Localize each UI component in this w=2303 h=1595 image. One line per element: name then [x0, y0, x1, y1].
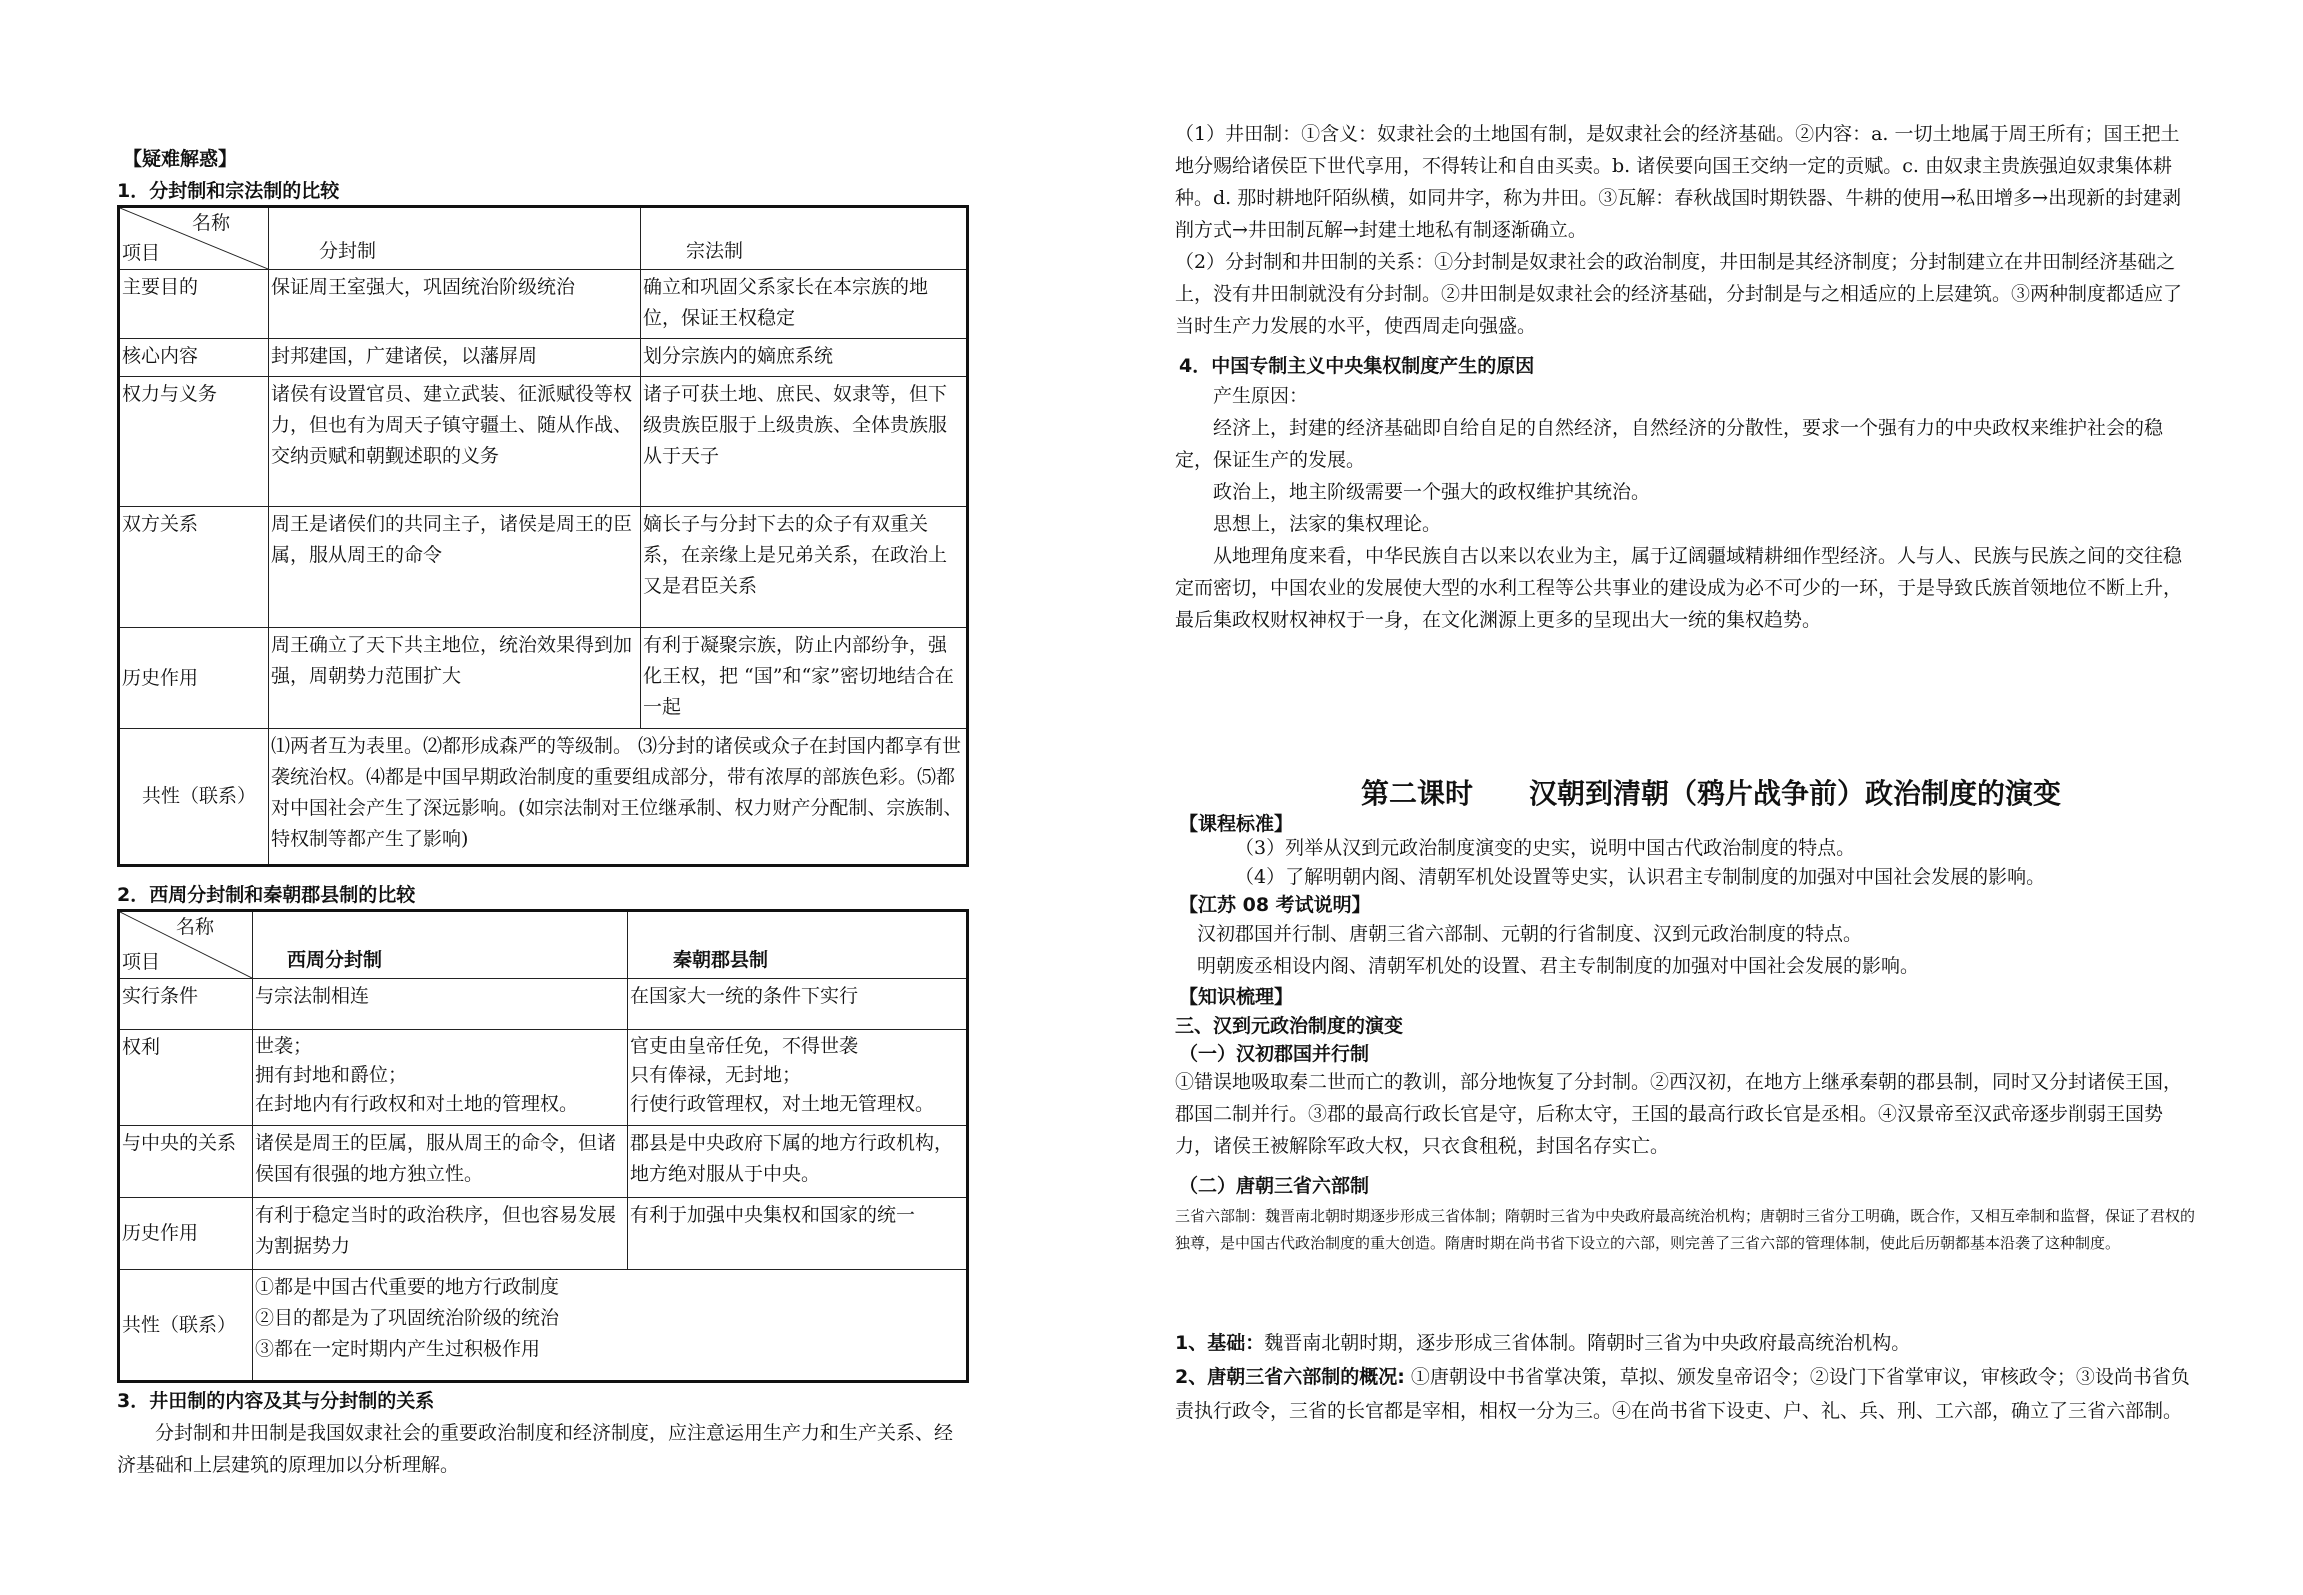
row-label: 权利 [119, 1030, 253, 1126]
paragraph-causes [1175, 380, 2195, 636]
cell-line: 诸侯是周王的臣属，服从周王的命令，但诸侯国有很强的地方独立性。 [255, 1132, 617, 1185]
row-label: 历史作用 [119, 628, 269, 729]
table-row [119, 1030, 968, 1126]
cell-common: ⑴两者互为表里。⑵都形成森严的等级制。 ⑶分封的诸侯或众子在封国内都享有世袭统治权。⑷都是中国早期政治制度的重要组成部分，带有浓厚的部族色彩。⑸都对中国社会产生了深远影响。(如宗法制对王位继承制、权力财产分配制、宗族制、特权制等都产生了影响) [269, 729, 968, 866]
paragraph-text: 分封制和井田制是我国奴隶社会的重要政治制度和经济制度，应注意运用生产力和生产关系、经济基础和上层建筑的原理加以分析理解。 [117, 1422, 954, 1476]
cell-line: 在封地内有行政权和对土地的管理权。 [255, 1093, 579, 1115]
paragraph-text: 三省六部制：魏晋南北朝时期逐步形成三省体制；隋朝时三省为中央政府最高统治机构；唐朝时三省分工明确，既合作，又相互牵制和监督，保证了君权的独尊，是中国古代政治制度的重大创造。隋唐时期在尚书省下设立的六部，则完善了三省六部的管理体制，使此后历朝都基本沿袭了这种制度。 [1175, 1207, 2196, 1252]
row-label: 共性（联系） [119, 1270, 253, 1382]
cell-common [253, 1270, 968, 1382]
paragraph-text: （2）分封制和井田制的关系：①分封制是奴隶社会的政治制度，井田制是其经济制度；分封制建立在井田制经济基础之上，没有井田制就没有分封制。②井田制是奴隶社会的经济基础，分封制是与之相适应的上层建筑。③两种制度都适应了当时生产力发展的水平，使西周走向强盛。 [1175, 251, 2183, 337]
label-course-standard: 【课程标准】 [1179, 813, 1294, 835]
cell-zongfa: 有利于凝聚宗族，防止内部纷争，强化王权，把 “国”和“家”密切地结合在一起 [641, 628, 968, 729]
table-row [119, 1270, 968, 1382]
lesson-title: 第二课时 汉朝到清朝（鸦片战争前）政治制度的演变 [1361, 777, 2062, 810]
cell-qinchao [628, 1030, 968, 1126]
table-row [119, 270, 968, 339]
cell-zongfa: 嫡长子与分封下去的众子有双重关系，在亲缘上是兄弟关系，在政治上又是君臣关系 [641, 507, 968, 628]
standard-item: （3）列举从汉到元政治制度演变的史实，说明中国古代政治制度的特点。 [1235, 837, 1856, 859]
row-label: 共性（联系） [119, 729, 269, 866]
cell-line: 世袭； [255, 1035, 313, 1057]
paragraph-text: ①错误地吸取秦二世而亡的教训，部分地恢复了分封制。②西汉初，在地方上继承秦朝的郡县制，同时又分封诸侯王国，郡国二制并行。③郡的最高行政长官是守，后称太守，王国的最高行政长官是丞相。④汉景帝至汉武帝逐步削弱王国势力，诸侯王被解除军政大权，只衣食租税，封国名存实亡。 [1175, 1071, 2183, 1157]
heading-3: 3．井田制的内容及其与分封制的关系 [117, 1390, 435, 1412]
cell-line: 有利于加强中央集权和国家的统一 [630, 1204, 916, 1226]
cell-line: ②目的都是为了巩固统治阶级的统治 [255, 1307, 560, 1329]
cell-line: ③都在一定时期内产生过积极作用 [255, 1338, 541, 1360]
table-row [119, 339, 968, 377]
paragraph-jingtian [1175, 118, 2195, 342]
cell-qinchao [628, 1198, 968, 1270]
paragraph-han-junguo [1175, 1066, 2195, 1162]
cell-fengjian: 周王确立了天下共主地位，统治效果得到加强，周朝势力范围扩大 [269, 628, 641, 729]
cell-xizhou [253, 1198, 628, 1270]
table-row [119, 377, 968, 507]
table-fengjian-zongfa [117, 205, 969, 867]
point-label: 1、基础： [1175, 1332, 1265, 1354]
course-standard-list [1235, 834, 2195, 892]
row-label: 双方关系 [119, 507, 269, 628]
cell-xizhou [253, 979, 628, 1030]
cell-line: 只有俸禄，无封地； [630, 1064, 802, 1086]
header-name-label: 名称 [191, 212, 230, 234]
cell-line: 拥有封地和爵位； [255, 1064, 408, 1086]
table-row [119, 1198, 968, 1270]
column-header-xizhou: 西周分封制 [253, 911, 628, 979]
row-label: 与中央的关系 [119, 1126, 253, 1198]
cell-zongfa: 划分宗族内的嫡庶系统 [641, 339, 968, 377]
header-item-label: 项目 [122, 242, 161, 264]
heading-2: 2．西周分封制和秦朝郡县制的比较 [117, 884, 416, 906]
heading-han-to-yuan: 三、汉到元政治制度的演变 [1175, 1015, 1404, 1037]
row-label: 核心内容 [119, 339, 269, 377]
exam-note-item: 明朝废丞相设内阁、清朝军机处的设置、君主专制制度的加强对中国社会发展的影响。 [1197, 955, 1920, 977]
cell-xizhou [253, 1126, 628, 1198]
table-row [119, 507, 968, 628]
paragraph-sansheng-details [1175, 1326, 2195, 1428]
exam-note-item: 汉初郡国并行制、唐朝三省六部制、元朝的行省制度、汉到元政治制度的特点。 [1197, 923, 1863, 945]
label-exam-notes: 【江苏 08 考试说明】 [1179, 894, 1371, 916]
cell-line: ①都是中国古代重要的地方行政制度 [255, 1276, 560, 1298]
table-row [119, 979, 968, 1030]
paragraph-text: 政治上，地主阶级需要一个强大的政权维护其统治。 [1213, 481, 1651, 503]
cell-line: 郡县是中央政府下属的地方行政机构，地方绝对服从于中央。 [630, 1132, 954, 1185]
paragraph-jingtian-intro [117, 1417, 962, 1481]
row-label: 权力与义务 [119, 377, 269, 507]
cell-fengjian: 诸侯有设置官员、建立武装、征派赋役等权力，但也有为周天子镇守疆土、随从作战、交纳贡赋和朝觐述职的义务 [269, 377, 641, 507]
cell-qinchao [628, 1126, 968, 1198]
cell-line: 与宗法制相连 [255, 985, 370, 1007]
cell-fengjian: 周王是诸侯们的共同主子，诸侯是周王的臣属，服从周王的命令 [269, 507, 641, 628]
paragraph-text: 思想上，法家的集权理论。 [1213, 513, 1442, 535]
label-knowledge: 【知识梳理】 [1179, 986, 1294, 1008]
point-label: 2、唐朝三省六部制的概况: [1175, 1366, 1405, 1388]
table-header-corner [119, 911, 253, 979]
paragraph-text: 产生原因： [1213, 385, 1309, 407]
row-label: 主要目的 [119, 270, 269, 339]
header-name-label: 名称 [175, 916, 214, 938]
table-row [119, 1126, 968, 1198]
row-label: 历史作用 [119, 1198, 253, 1270]
point-text: 魏晋南北朝时期，逐步形成三省体制。隋朝时三省为中央政府最高统治机构。 [1264, 1332, 1911, 1354]
column-header-fengjian: 分封制 [269, 207, 641, 270]
cell-qinchao [628, 979, 968, 1030]
table-row [119, 628, 968, 729]
cell-zongfa: 确立和巩固父系家长在本宗族的地位，保证王权稳定 [641, 270, 968, 339]
paragraph-text: 从地理角度来看，中华民族自古以来以农业为主，属于辽阔疆域精耕细作型经济。人与人、民族与民族之间的交往稳定而密切，中国农业的发展使大型的水利工程等公共事业的建设成为必不可少的一环，于是导致氏族首领地位不断上升，最后集政权财权神权于一身，在文化渊源上更多的呈现出大一统的集权趋势。 [1175, 545, 2183, 631]
table-header-corner [119, 207, 269, 270]
cell-fengjian: 封邦建国，广建诸侯，以藩屏周 [269, 339, 641, 377]
cell-zongfa: 诸子可获土地、庶民、奴隶等，但下级贵族臣服于上级贵族、全体贵族服从于天子 [641, 377, 968, 507]
heading-4: 4．中国专制主义中央集权制度产生的原因 [1179, 355, 1535, 377]
cell-line: 在国家大一统的条件下实行 [630, 985, 859, 1007]
heading-1: 1．分封制和宗法制的比较 [117, 180, 340, 202]
table-fengjian-junxian [117, 909, 969, 1383]
table-row [119, 729, 968, 866]
paragraph-text: （1）井田制：①含义：奴隶社会的土地国有制，是奴隶社会的经济基础。②内容：a. 一切土地属于周王所有；国王把土地分赐给诸侯臣下世代享用，不得转让和自由买卖。b. 诸侯要向国王交纳一定的贡赋。c. 由奴隶主贵族强迫奴隶集体耕种。d. 那时耕地阡陌纵横，如同井字，称为井田。③瓦解：春秋战国时期铁器、牛耕的使用→私田增多→出现新的封建剥削方式→井田制瓦解→封建土地私有制逐渐确立。 [1175, 123, 2182, 241]
cell-fengjian: 保证周王室强大，巩固统治阶级统治 [269, 270, 641, 339]
exam-notes-list [1197, 918, 2197, 982]
section-label-faq: 【疑难解惑】 [123, 148, 238, 170]
header-item-label: 项目 [122, 951, 161, 973]
cell-xizhou [253, 1030, 628, 1126]
point-text: ①唐朝设中书省掌决策，草拟、颁发皇帝诏令；②设门下省掌审议，审核政令；③设尚书省负责执行政令，三省的长官都是宰相，相权一分为三。④在尚书省下设吏、户、礼、兵、刑、工六部，确立了三省六部制。 [1175, 1366, 2190, 1422]
column-header-zongfa: 宗法制 [641, 207, 968, 270]
paragraph-text: 经济上，封建的经济基础即自给自足的自然经济，自然经济的分散性，要求一个强有力的中央政权来维护社会的稳定，保证生产的发展。 [1175, 417, 2164, 471]
cell-line: 有利于稳定当时的政治秩序，但也容易发展为割据势力 [255, 1204, 617, 1257]
row-label: 实行条件 [119, 979, 253, 1030]
paragraph-sansheng-summary [1175, 1203, 2195, 1257]
column-header-qinchao: 秦朝郡县制 [628, 911, 968, 979]
heading-han-junguo: （一）汉初郡国并行制 [1179, 1043, 1370, 1065]
cell-line: 官吏由皇帝任免，不得世袭 [630, 1035, 859, 1057]
heading-tang-sansheng: （二）唐朝三省六部制 [1179, 1175, 1370, 1197]
cell-line: 行使行政管理权，对土地无管理权。 [630, 1093, 935, 1115]
standard-item: （4）了解明朝内阁、清朝军机处设置等史实，认识君主专制制度的加强对中国社会发展的影响。 [1235, 866, 2046, 888]
